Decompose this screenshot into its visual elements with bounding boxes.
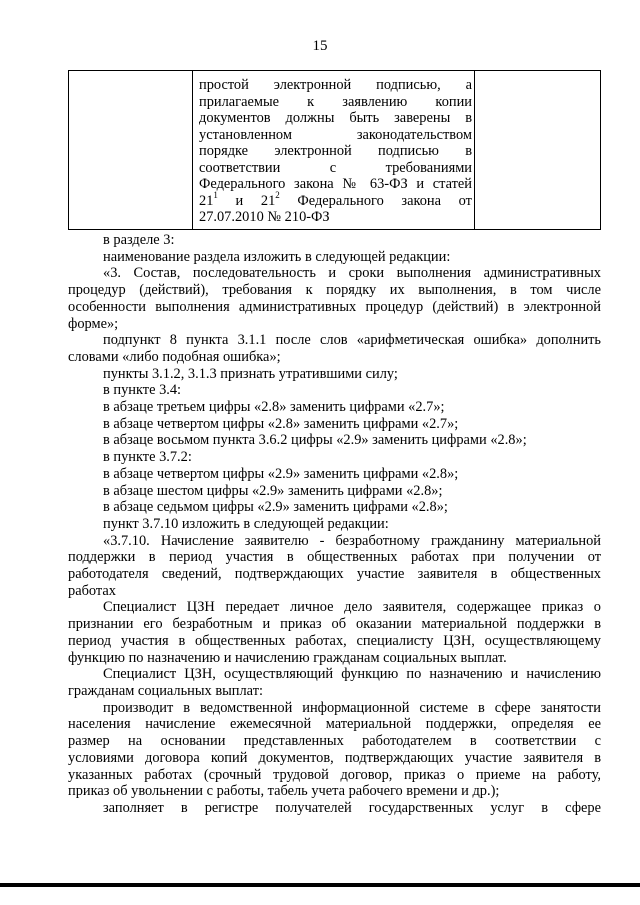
text-line: заполняет в регистре получателей государственных услуг в сфере xyxy=(103,799,601,816)
text-line: работах xyxy=(68,582,116,599)
text-line: Специалист ЦЗН передает личное дело заявителя, содержащее приказ о xyxy=(103,599,601,616)
table-fragment xyxy=(68,70,601,230)
text-line: в абзаце третьем цифры «2.8» заменить цифрами «2.7»; xyxy=(103,399,445,416)
table-cell-line: соответствии с требованиями xyxy=(199,159,472,176)
text-line: «3. Состав, последовательность и сроки выполнения административных xyxy=(103,265,601,282)
text-line: населения начисление ежемесячной материальной поддержки, определяя ее xyxy=(68,716,601,733)
text-line: особенности выполнения административных процедур (действий) в электронной xyxy=(68,298,601,315)
text-line: подпункт 8 пункта 3.1.1 после слов «арифметическая ошибка» дополнить xyxy=(103,332,601,349)
page-number: 15 xyxy=(312,38,328,54)
text-line: период участия в общественных работах, специалисту ЦЗН, осуществляющему xyxy=(68,632,601,649)
text-line: в пункте 3.7.2: xyxy=(103,449,192,466)
text-line: «3.7.10. Начисление заявителю - безработному гражданину материальной xyxy=(103,532,601,549)
text-line: в абзаце четвертом цифры «2.8» заменить цифрами «2.7»; xyxy=(103,415,459,432)
table-cell-left xyxy=(69,71,193,229)
text-line: процедур (действий), требования к порядку их выполнения, в том числе xyxy=(68,282,601,299)
table-cell-line: установленном законодательством xyxy=(199,126,472,143)
table-cell-text xyxy=(199,77,472,226)
table-cell-line: Федерального закона № 63-ФЗ и статей xyxy=(199,176,472,192)
text-line: в разделе 3: xyxy=(103,232,175,248)
text-line: в абзаце восьмом пункта 3.6.2 цифры «2.9» заменить цифрами «2.8»; xyxy=(103,432,527,449)
article-number: 21 xyxy=(199,192,214,209)
article-number: 21 xyxy=(260,192,276,209)
text-line: функцию по назначению и начислению гражданам социальных выплат. xyxy=(68,649,507,666)
text-line: словами «либо подобная ошибка»; xyxy=(68,348,281,365)
table-cell-right xyxy=(474,71,600,229)
bottom-scan-edge xyxy=(0,883,640,887)
text-line: работодателя сведений, подтверждающих участие заявителя в общественных xyxy=(68,566,601,583)
text-line: условиями договора копий документов, подтверждающих участие заявителя в xyxy=(68,749,601,766)
article-superscript: 2 xyxy=(275,189,280,200)
table-cell-line: прилагаемые к заявлению копии xyxy=(199,93,472,110)
text-line: указанных работах (срочный трудовой договор, приказ о приеме на работу, xyxy=(68,766,601,783)
text-line: Специалист ЦЗН, осуществляющий функцию по назначению и начислению xyxy=(103,666,601,683)
text-line: приказ об увольнении с работы, табель учета рабочего времени и др.); xyxy=(68,783,500,800)
text-line: наименование раздела изложить в следующей редакции: xyxy=(103,248,451,265)
text-line: в абзаце седьмом цифры «2.9» заменить цифрами «2.8»; xyxy=(103,499,448,516)
law-reference: Федерального закона от xyxy=(297,192,472,209)
table-cell-line: порядке электронной подписью в xyxy=(199,143,472,159)
text-line: в абзаце шестом цифры «2.9» заменить цифрами «2.8»; xyxy=(103,482,443,499)
text-line: форме»; xyxy=(68,315,119,332)
table-cell-line: 27.07.2010 № 210-ФЗ xyxy=(199,209,330,225)
text-line: признании его безработным и приказ об оказании материальной поддержки в xyxy=(68,616,601,633)
conjunction: и xyxy=(235,192,244,209)
table-cell-line: документов должны быть заверены в xyxy=(199,110,472,126)
text-line: размер на основании представленных работодателем в соответствии с xyxy=(68,733,601,750)
table-cell-line xyxy=(199,189,472,210)
text-line: пункты 3.1.2, 3.1.3 признать утратившими силу; xyxy=(103,365,398,382)
text-line: пункт 3.7.10 изложить в следующей редакции: xyxy=(103,515,389,532)
text-line: производит в ведомственной информационной системе в сфере занятости xyxy=(103,699,601,716)
table-cell-line: простой электронной подписью, а xyxy=(199,77,472,93)
text-line: поддержки в период участия в общественных работах при получении от xyxy=(68,549,601,566)
text-line: гражданам социальных выплат: xyxy=(68,682,263,699)
document-body xyxy=(68,232,601,817)
text-line: в абзаце четвертом цифры «2.9» заменить цифрами «2.8»; xyxy=(103,465,459,482)
article-superscript: 1 xyxy=(213,189,218,200)
text-line: в пункте 3.4: xyxy=(103,382,182,399)
